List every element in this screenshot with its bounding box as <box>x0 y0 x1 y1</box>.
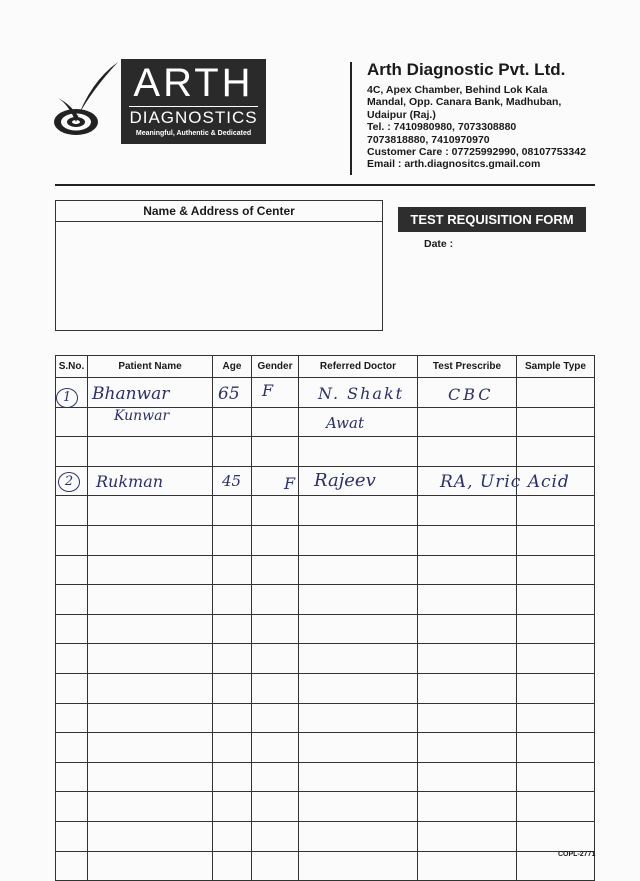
address-line: Udaipur (Raj.) <box>367 108 436 121</box>
table-cell <box>252 407 299 437</box>
table-cell <box>252 762 299 792</box>
table-cell <box>252 851 299 881</box>
logo-divider <box>129 106 258 107</box>
table-cell <box>517 821 595 851</box>
table-cell <box>517 733 595 763</box>
handwritten-age: 45 <box>222 472 242 490</box>
table-cell <box>252 496 299 526</box>
table-row <box>56 525 595 555</box>
table-cell <box>88 851 213 881</box>
table-cell <box>299 496 418 526</box>
table-cell <box>299 614 418 644</box>
column-header: Patient Name <box>88 356 213 378</box>
center-box-title: Name & Address of Center <box>56 201 382 222</box>
table-row <box>56 762 595 792</box>
table-cell <box>56 762 88 792</box>
table-cell <box>418 614 517 644</box>
company-name: Arth Diagnostic Pvt. Ltd. <box>367 60 566 79</box>
table-cell <box>56 585 88 615</box>
company-info <box>367 60 627 171</box>
table-cell <box>418 555 517 585</box>
table-row <box>56 614 595 644</box>
table-cell <box>517 792 595 822</box>
address-line: Tel. : 7410980980, 7073308880 <box>367 121 517 134</box>
handwritten-test: CBC <box>448 385 494 404</box>
column-header: S.No. <box>56 356 88 378</box>
address-line: 7073818880, 7410970970 <box>367 133 490 146</box>
table-cell <box>299 644 418 674</box>
patient-table <box>55 355 595 881</box>
table-cell <box>213 555 252 585</box>
table-cell <box>299 555 418 585</box>
handwritten-doctor: N. Shakt <box>318 384 405 403</box>
handwritten-doctor: Rajeev <box>314 470 376 491</box>
table-cell <box>299 703 418 733</box>
table-cell <box>418 644 517 674</box>
table-cell <box>56 555 88 585</box>
table-cell <box>517 555 595 585</box>
table-cell <box>517 585 595 615</box>
table-cell <box>88 496 213 526</box>
table-row <box>56 851 595 881</box>
table-cell <box>252 733 299 763</box>
table-cell <box>213 762 252 792</box>
table-cell <box>418 585 517 615</box>
table-cell <box>418 792 517 822</box>
table-cell <box>517 378 595 408</box>
column-header: Age <box>213 356 252 378</box>
table-cell <box>252 792 299 822</box>
table-cell <box>299 851 418 881</box>
table-row <box>56 555 595 585</box>
header-divider <box>350 62 352 175</box>
table-cell <box>252 821 299 851</box>
handwritten-age: 65 <box>218 384 240 404</box>
address-line: Mandal, Opp. Canara Bank, Madhuban, <box>367 96 562 109</box>
form-code: COPL-2771 <box>558 851 596 858</box>
handwritten-name: Bhanwar <box>92 384 170 404</box>
table-cell <box>418 733 517 763</box>
table-cell <box>517 496 595 526</box>
handwritten-gender: F <box>284 474 296 493</box>
table-cell <box>56 792 88 822</box>
table-cell <box>252 673 299 703</box>
brand-name: ARTH <box>133 61 254 105</box>
table-cell <box>213 644 252 674</box>
table-cell <box>213 792 252 822</box>
table-cell <box>252 703 299 733</box>
table-cell <box>56 851 88 881</box>
table-row <box>56 673 595 703</box>
table-row <box>56 496 595 526</box>
table-cell <box>88 525 213 555</box>
table-row <box>56 821 595 851</box>
table-cell <box>517 437 595 467</box>
table-cell <box>517 673 595 703</box>
table-cell <box>299 762 418 792</box>
table-cell <box>299 792 418 822</box>
handwritten-gender: F <box>262 381 274 400</box>
table-cell <box>517 703 595 733</box>
entry-serial: 2 <box>58 472 80 492</box>
column-header: Gender <box>252 356 299 378</box>
brand-subtitle: DIAGNOSTICS <box>129 108 258 127</box>
table-cell <box>56 644 88 674</box>
table-row <box>56 792 595 822</box>
table-header-row <box>56 356 595 378</box>
handwritten-test: RA, Uric Acid <box>440 472 570 492</box>
date-label: Date : <box>424 238 454 250</box>
form-title: TEST REQUISITION FORM <box>398 207 586 232</box>
table-cell <box>88 644 213 674</box>
column-header: Test Prescribe <box>418 356 517 378</box>
table-cell <box>88 762 213 792</box>
table-cell <box>418 703 517 733</box>
table-cell <box>252 525 299 555</box>
table-cell <box>213 496 252 526</box>
table-cell <box>213 733 252 763</box>
table-cell <box>213 851 252 881</box>
entry-serial: 1 <box>56 388 78 408</box>
table-cell <box>213 437 252 467</box>
table-cell <box>213 614 252 644</box>
table-cell <box>56 525 88 555</box>
table-cell <box>517 525 595 555</box>
table-cell <box>299 821 418 851</box>
table-cell <box>517 407 595 437</box>
table-row <box>56 437 595 467</box>
table-cell <box>56 703 88 733</box>
table-cell <box>252 614 299 644</box>
table-cell <box>517 614 595 644</box>
brand-logo <box>121 59 266 144</box>
table-cell <box>88 673 213 703</box>
address-line: Email : arth.diagnositcs.gmail.com <box>367 158 541 171</box>
table-row <box>56 733 595 763</box>
center-address-box <box>55 200 383 331</box>
table-cell <box>418 821 517 851</box>
table-cell <box>299 673 418 703</box>
table-cell <box>56 733 88 763</box>
address-line: 4C, Apex Chamber, Behind Lok Kala <box>367 84 548 96</box>
table-cell <box>252 555 299 585</box>
table-row <box>56 585 595 615</box>
table-cell <box>56 614 88 644</box>
target-check-logo-icon <box>52 60 122 140</box>
table-cell <box>418 762 517 792</box>
handwritten-doctor: Awat <box>326 414 364 432</box>
table-cell <box>88 821 213 851</box>
table-body <box>56 378 595 881</box>
table-cell <box>299 437 418 467</box>
table-cell <box>517 762 595 792</box>
table-cell <box>88 555 213 585</box>
table-cell <box>213 585 252 615</box>
table-cell <box>299 585 418 615</box>
table-cell <box>418 851 517 881</box>
table-cell <box>252 644 299 674</box>
table-row <box>56 644 595 674</box>
table-cell <box>213 407 252 437</box>
table-cell <box>88 703 213 733</box>
address-line: Customer Care : 07725992990, 08107753342 <box>367 146 586 159</box>
table-cell <box>56 496 88 526</box>
table-cell <box>418 407 517 437</box>
brand-tagline: Meaningful, Authentic & Dedicated <box>135 130 252 137</box>
header-rule <box>55 184 595 186</box>
table-cell <box>418 525 517 555</box>
table-cell <box>252 437 299 467</box>
table-cell <box>299 733 418 763</box>
table-cell <box>213 703 252 733</box>
table-cell <box>252 378 299 408</box>
column-header: Referred Doctor <box>299 356 418 378</box>
table-cell <box>88 437 213 467</box>
table-cell <box>517 644 595 674</box>
table-cell <box>56 437 88 467</box>
table-cell <box>418 437 517 467</box>
column-header: Sample Type <box>517 356 595 378</box>
table-cell <box>56 821 88 851</box>
table-cell <box>88 585 213 615</box>
table-cell <box>418 496 517 526</box>
table-cell <box>88 614 213 644</box>
table-cell <box>213 673 252 703</box>
handwritten-name: Rukman <box>96 472 164 491</box>
table-row <box>56 703 595 733</box>
table-cell <box>252 585 299 615</box>
table-cell <box>56 407 88 437</box>
table-cell <box>88 792 213 822</box>
table-cell <box>213 821 252 851</box>
table-cell <box>299 525 418 555</box>
table-cell <box>213 525 252 555</box>
table-cell <box>88 733 213 763</box>
handwritten-name: Kunwar <box>114 408 170 424</box>
table-cell <box>418 673 517 703</box>
table-cell <box>56 673 88 703</box>
